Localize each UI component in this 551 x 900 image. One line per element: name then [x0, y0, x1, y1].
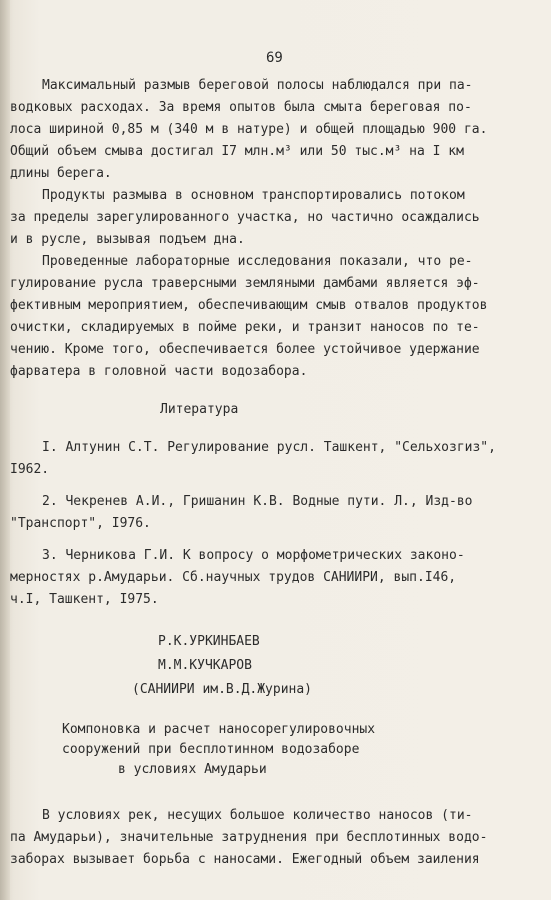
paragraph-3-line-2: гулирование русла траверсными земляными дамбами является эф-: [10, 276, 480, 291]
page-number: 69: [266, 50, 283, 66]
author-institution: (САНИИРИ им.В.Д.Журина): [132, 682, 313, 697]
paragraph-1-line-4: Общий объем смыва достигал I7 млн.м³ или 50 тыс.м³ на I км: [10, 144, 464, 159]
author-1: Р.К.УРКИНБАЕВ: [158, 634, 260, 649]
paragraph-2-line-1: Продукты размыва в основном транспортировались потоком: [42, 188, 465, 203]
paragraph-1-line-1: Максимальный размыв береговой полосы наблюдался при па-: [42, 78, 473, 93]
reference-3-line-1: 3. Черникова Г.И. К вопросу о морфометрических законо-: [42, 548, 465, 563]
paragraph-3-line-4: очистки, складируемых в пойме реки, и транзит наносов по те-: [10, 320, 480, 335]
literature-heading: Литература: [160, 402, 239, 417]
body-paragraph-line-2: па Амударьи), значительные затруднения при бесплотинных водо-: [10, 830, 488, 845]
article-title-line-3: в условиях Амударьи: [118, 762, 267, 777]
reference-2-line-1: 2. Чекренев А.И., Гришанин К.В. Водные пути. Л., Изд-во: [42, 494, 473, 509]
paragraph-1-line-3: лоса шириной 0,85 м (340 м в натуре) и общей площадью 900 га.: [10, 122, 488, 137]
paragraph-3-line-6: фарватера в головной части водозабора.: [10, 364, 308, 379]
paragraph-3-line-5: чению. Кроме того, обеспечивается более устойчивое удержание: [10, 342, 480, 357]
paragraph-2-line-2: за пределы зарегулированного участка, но частично осаждались: [10, 210, 480, 225]
paragraph-1-line-5: длины берега.: [10, 166, 112, 181]
body-paragraph-line-1: В условиях рек, несущих большое количество наносов (ти-: [42, 808, 473, 823]
article-title-line-1: Компоновка и расчет наносорегулировочных: [62, 722, 376, 737]
reference-2-line-2: "Транспорт", I976.: [10, 516, 151, 531]
paragraph-3-line-3: фективным мероприятием, обеспечивающим смыв отвалов продуктов: [10, 298, 488, 313]
paragraph-3-line-1: Проведенные лабораторные исследования показали, что ре-: [42, 254, 473, 269]
paragraph-1-line-2: водковых расходах. За время опытов была смыта береговая по-: [10, 100, 472, 115]
paragraph-2-line-3: и в русле, вызывая подъем дна.: [10, 232, 245, 247]
article-title-line-2: сооружений при бесплотинном водозаборе: [62, 742, 360, 757]
body-paragraph-line-3: заборах вызывает борьба с наносами. Ежегодный объем заиления: [10, 852, 480, 867]
reference-3-line-2: мерностях р.Амударьи. Сб.научных трудов САНИИРИ, вып.I46,: [10, 570, 457, 585]
author-2: М.М.КУЧКАРОВ: [158, 658, 252, 673]
page-binding-edge: [0, 0, 10, 900]
reference-1-line-1: I. Алтунин С.Т. Регулирование русл. Ташкент, "Сельхозгиз",: [42, 440, 496, 455]
reference-3-line-3: ч.I, Ташкент, I975.: [10, 592, 159, 607]
reference-1-line-2: I962.: [10, 462, 50, 477]
